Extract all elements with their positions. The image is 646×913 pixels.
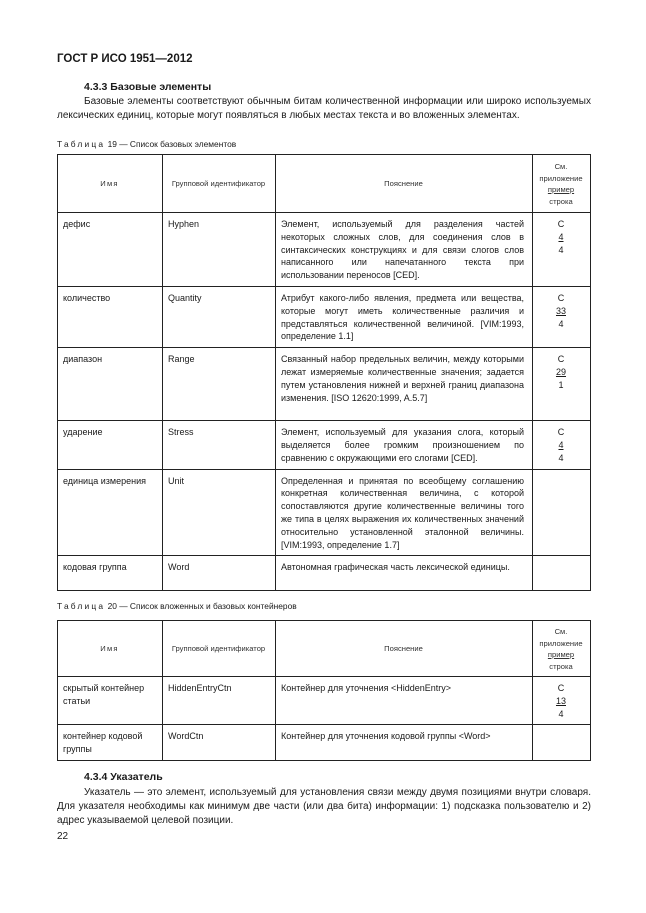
cell-reference xyxy=(533,725,591,761)
table-row xyxy=(58,556,591,591)
cell-explanation: Контейнер для уточнения кодовой группы <Word> xyxy=(276,725,533,761)
section-paragraph-4-3-3: Базовые элементы соответствуют обычным битам количественной информации или широко используемых лексических единиц, которые могут появляться в любых местах текста и во вложенных элементах. xyxy=(57,96,591,121)
col-header-reference: См. приложение пример строка xyxy=(533,155,591,213)
cell-group-id: Range xyxy=(163,348,276,421)
cell-explanation: Связанный набор предельных величин, между которыми лежат измеряемые количественные значения; задается путем установления нижней и верхней границ диапазона изменения. [ISO 12620:1999, A.5.7] xyxy=(276,348,533,421)
caption-text: 19 — Список базовых элементов xyxy=(107,139,237,149)
caption-prefix: Таблица xyxy=(57,601,106,611)
cell-explanation: Определенная и принятая по всеобщему соглашению конкретная количественная величина, с которой сопоставляются другие количественные величины того же типа в целях выражения их количественных значений относительно установленной эталонной величины. [VIM:1993, определение 1.7] xyxy=(276,469,533,556)
cell-group-id: Hyphen xyxy=(163,213,276,287)
cell-explanation: Автономная графическая часть лексической единицы. xyxy=(276,556,533,591)
cell-reference xyxy=(533,556,591,591)
table-19-caption xyxy=(57,139,236,149)
cell-group-id: HiddenEntryCtn xyxy=(163,677,276,725)
table-row xyxy=(58,469,591,556)
table-19 xyxy=(57,154,591,591)
cell-explanation: Элемент, используемый для разделения частей некоторых сложных слов, для соединения слов в синтаксических конструкциях и для связи слогов слов написанного или напечатанного текста при использовании переносов [CED]. xyxy=(276,213,533,287)
section-paragraph-4-3-4: Указатель — это элемент, используемый для установления связи между двумя позициями внутри словаря. Для указателя необходимы как минимум две части (или два бита) информации: 1) подсказка пользователю и 2) адрес указываемой целевой позиции. xyxy=(57,787,591,826)
table-row xyxy=(58,725,591,761)
col-header-explanation: Пояснение xyxy=(276,621,533,677)
cell-name: скрытый контейнер статьи xyxy=(58,677,163,725)
cell-explanation: Атрибут какого-либо явления, предмета или вещества, которые могут иметь количественные различия и представляться количественной величиной. [VIM:1993, определение 1.1] xyxy=(276,286,533,347)
table-row xyxy=(58,677,591,725)
cell-name: ударение xyxy=(58,421,163,469)
page-number: 22 xyxy=(57,831,69,842)
table-row xyxy=(58,421,591,469)
table-row xyxy=(58,348,591,421)
table-row xyxy=(58,213,591,287)
table-20 xyxy=(57,620,591,761)
cell-reference: С 13 4 xyxy=(533,677,591,725)
col-header-name: Имя xyxy=(58,621,163,677)
table-20-caption xyxy=(57,601,297,611)
cell-group-id: WordCtn xyxy=(163,725,276,761)
col-header-group-id: Групповой идентификатор xyxy=(163,155,276,213)
cell-reference: С 33 4 xyxy=(533,286,591,347)
col-header-group-id: Групповой идентификатор xyxy=(163,621,276,677)
cell-reference: С 4 4 xyxy=(533,421,591,469)
cell-group-id: Quantity xyxy=(163,286,276,347)
table-row xyxy=(58,286,591,347)
section-heading-4-3-3: 4.3.3 Базовые элементы xyxy=(84,81,212,93)
cell-name: контейнер кодовой группы xyxy=(58,725,163,761)
col-header-explanation: Пояснение xyxy=(276,155,533,213)
cell-name: диапазон xyxy=(58,348,163,421)
table-header-row xyxy=(58,621,591,677)
caption-text: 20 — Список вложенных и базовых контейнеров xyxy=(107,601,297,611)
section-heading-4-3-4: 4.3.4 Указатель xyxy=(84,771,163,783)
cell-group-id: Word xyxy=(163,556,276,591)
cell-reference: С 29 1 xyxy=(533,348,591,421)
table-header-row xyxy=(58,155,591,213)
cell-reference xyxy=(533,469,591,556)
col-header-reference: См. приложение пример строка xyxy=(533,621,591,677)
cell-name: дефис xyxy=(58,213,163,287)
cell-group-id: Unit xyxy=(163,469,276,556)
cell-explanation: Элемент, используемый для указания слога, который выделяется более громким произношением по сравнению с окружающими его слогами [CED]. xyxy=(276,421,533,469)
col-header-name: Имя xyxy=(58,155,163,213)
cell-name: количество xyxy=(58,286,163,347)
caption-prefix: Таблица xyxy=(57,139,106,149)
cell-name: единица измерения xyxy=(58,469,163,556)
cell-explanation: Контейнер для уточнения <HiddenEntry> xyxy=(276,677,533,725)
cell-name: кодовая группа xyxy=(58,556,163,591)
document-header: ГОСТ Р ИСО 1951—2012 xyxy=(57,53,193,65)
cell-reference: С 4 4 xyxy=(533,213,591,287)
cell-group-id: Stress xyxy=(163,421,276,469)
